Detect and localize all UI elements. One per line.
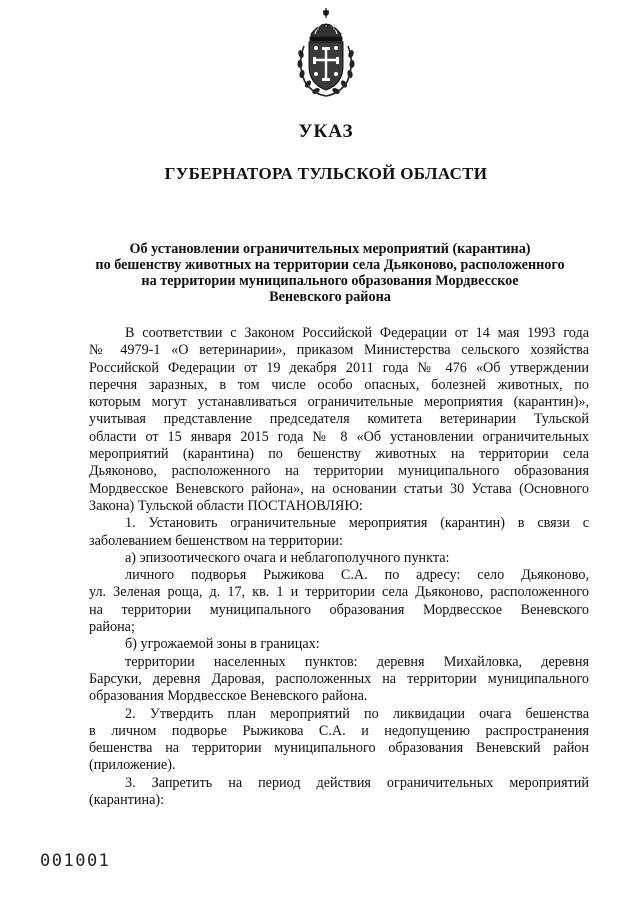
decree-title-line: Об установлении ограничительных мероприятий (карантина): [129, 241, 531, 257]
body-line: Барсуки, деревня Даровая, расположенных на территории муниципального: [89, 670, 589, 687]
body-line: бешенства на территории муниципального образования Веневский район: [89, 740, 589, 757]
decree-title-line: по бешенству животных на территории села Дьяконово, расположенного: [95, 257, 565, 273]
decree-title-line: Веневского района: [269, 289, 391, 305]
body-line: (карантина):: [89, 792, 165, 809]
body-line: образования Мордвесское Веневского района.: [89, 688, 368, 705]
coat-of-arms-emblem: [291, 4, 361, 100]
document-type-heading: УКАЗ: [298, 121, 354, 142]
body-line: района;: [89, 619, 135, 636]
decree-body: [89, 325, 589, 809]
body-line: мероприятий (карантина) по бешенству животных на территории села: [89, 446, 589, 463]
body-line: которым могут устанавливаться ограничительные мероприятия (карантин)»,: [89, 394, 589, 411]
body-line: В соответствии с Законом Российской Федерации от 14 мая 1993 года: [125, 325, 589, 341]
decree-title-line: на территории муниципального образования Мордвесское: [141, 273, 519, 289]
body-line: а) эпизоотического очага и неблагополучного пункта:: [125, 549, 450, 566]
body-line: Дьяконово, расположенного на территории муниципального образования: [89, 463, 589, 480]
body-line: Российской Федерации от 19 декабря 2011 года № 476 «Об утверждении: [89, 359, 589, 376]
body-line: ул. Зеленая роща, д. 17, кв. 1 и территории села Дьяконово, расположенного: [89, 584, 589, 601]
body-line: 1. Установить ограничительные мероприятия (карантин) в связи с: [125, 515, 589, 532]
body-line: на территории муниципального образования Мордвесское Веневского: [89, 601, 589, 618]
body-line: № 4979-1 «О ветеринарии», приказом Министерства сельского хозяйства: [89, 342, 589, 359]
issuer-heading: ГУБЕРНАТОРА ТУЛЬСКОЙ ОБЛАСТИ: [164, 164, 488, 183]
body-line: Мордвесское Веневского района», на основании статьи 30 Устава (Основного: [89, 480, 589, 497]
body-line: перечня заразных, в том числе особо опасных, болезней животных, по: [89, 376, 589, 393]
body-line: б) угрожаемой зоны в границах:: [125, 636, 320, 653]
decree-title: [60, 241, 600, 305]
body-line: в личном подворье Рыжикова С.А. и недопущению распространения: [89, 722, 589, 739]
body-line: личного подворья Рыжикова С.А. по адресу: село Дьяконово,: [125, 567, 589, 584]
body-line: заболеванием бешенством на территории:: [89, 532, 343, 549]
document-serial-number: 001001: [40, 851, 111, 871]
body-line: учитывая представление председателя комитета ветеринарии Тульской: [89, 411, 589, 428]
body-line: 3. Запретить на период действия ограничительных мероприятий: [125, 774, 589, 791]
body-line: области от 15 января 2015 года № 8 «Об установлении ограничительных: [89, 428, 589, 445]
body-line: 2. Утвердить план мероприятий по ликвидации очага бешенства: [125, 705, 589, 722]
body-line: (приложение).: [89, 757, 176, 774]
body-line: территории населенных пунктов: деревня Михайловка, деревня: [125, 653, 589, 670]
body-line: Закона) Тульской области ПОСТАНОВЛЯЮ:: [89, 497, 363, 514]
